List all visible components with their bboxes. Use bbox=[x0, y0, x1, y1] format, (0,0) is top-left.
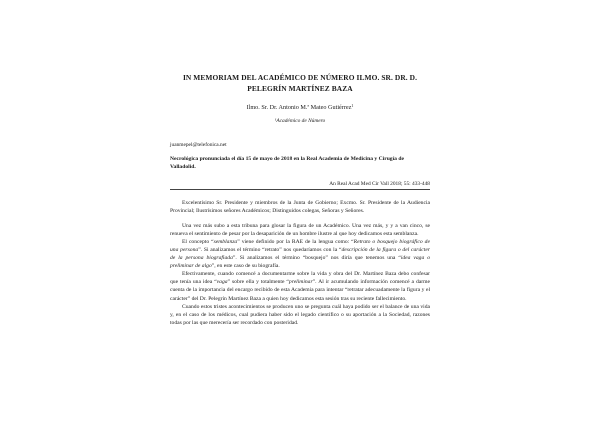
body-paragraph-intro: Una vez más subo a esta tribuna para glosar la figura de un Académico. Una vez más, y y a van cinco, se renueva el sentimiento de pesar por la desaparición de un hombre ilustre al que hoy dedicamos esta semblanza. bbox=[170, 223, 430, 238]
journal-citation: An Real Acad Med Cir Vall 2018; 55: 433-448 bbox=[329, 181, 430, 187]
lecture-notice: Necrológica pronunciada el día 15 de mayo de 2018 en la Real Academia de Medicina y Cirugía de Valladolid. bbox=[170, 156, 404, 170]
author-affiliation: ¹Académico de Número bbox=[274, 118, 326, 124]
italic-run: semblanza bbox=[213, 239, 238, 246]
text-run: ” sobre ella y totalmente “ bbox=[227, 279, 289, 286]
body-paragraph-semblanza bbox=[170, 238, 430, 270]
author-name: Ilmo. Sr. Dr. Antonio M.ª Mateo Gutiérrez bbox=[246, 104, 352, 111]
author-mark: 1 bbox=[351, 103, 354, 108]
text-run: ” viene definido por la RAE de la lengua como: “ bbox=[237, 239, 354, 246]
text-run: ”, en este caso de su biografía. bbox=[211, 263, 280, 270]
italic-run: Retrato o bosquejo biográfico de una persona bbox=[170, 239, 430, 254]
text-run: ”. Si analizamos el término “bosquejo” nos diría que tenemos una “ bbox=[232, 255, 401, 262]
author-email[interactable]: juanmepel@telefonica.net bbox=[170, 142, 227, 148]
italic-run: vaga bbox=[216, 279, 228, 286]
text-run: El concepto “ bbox=[182, 239, 214, 246]
author-line bbox=[170, 101, 430, 112]
body-paragraph-documentation bbox=[170, 270, 430, 302]
text-run: ”. Si analizamos el término “retrato” nos quedaríamos con la “ bbox=[198, 247, 342, 254]
italic-run: idea vaga o preliminar de algo bbox=[170, 255, 430, 270]
header-divider bbox=[170, 189, 430, 190]
italic-run: preliminar bbox=[288, 279, 313, 286]
body-paragraph-legacy: Cuando estos tristes acontecimientos se producen uno se pregunta cuál haya podido ser el balance de una vida y, en el caso de los médicos, cual pudiera haber sido el legado científico o su aportación a la Sociedad, razones todas por las que merecería ser recordado con posteridad. bbox=[170, 303, 430, 326]
text-run: ”. Al ir acumulando información comencé a darme cuenta de la importancia del encargo recibido de esta Academia para intentar “retratar adecuadamente la figura y el carácter” del Dr. Pelegrín Martínez Baza a quien hoy dedicamos esta sesión tras su reciente fallecimiento. bbox=[170, 279, 430, 302]
article-title: IN MEMORIAM DEL ACADÉMICO DE NÚMERO ILMO. SR. DR. D. PELEGRÍN MARTÍNEZ BAZA bbox=[182, 73, 418, 93]
body-paragraph-salutation: Excelentísimo Sr. Presidente y miembros de la Junta de Gobierno; Excmo. Sr. Presidente de la Audiencia Provincial; Ilustrísimos señores Académicos; Distinguidos colegas, Señoras y Señores. bbox=[170, 200, 430, 215]
italic-run: descripción de la figura o del carácter de la persona biografiada bbox=[170, 247, 430, 262]
text-run: Efectivamente, cuando comencé a documentarme sobre la vida y obra del Dr. Martínez Baza debo confesar que tenía una idea “ bbox=[170, 271, 430, 286]
article-body bbox=[170, 199, 430, 327]
